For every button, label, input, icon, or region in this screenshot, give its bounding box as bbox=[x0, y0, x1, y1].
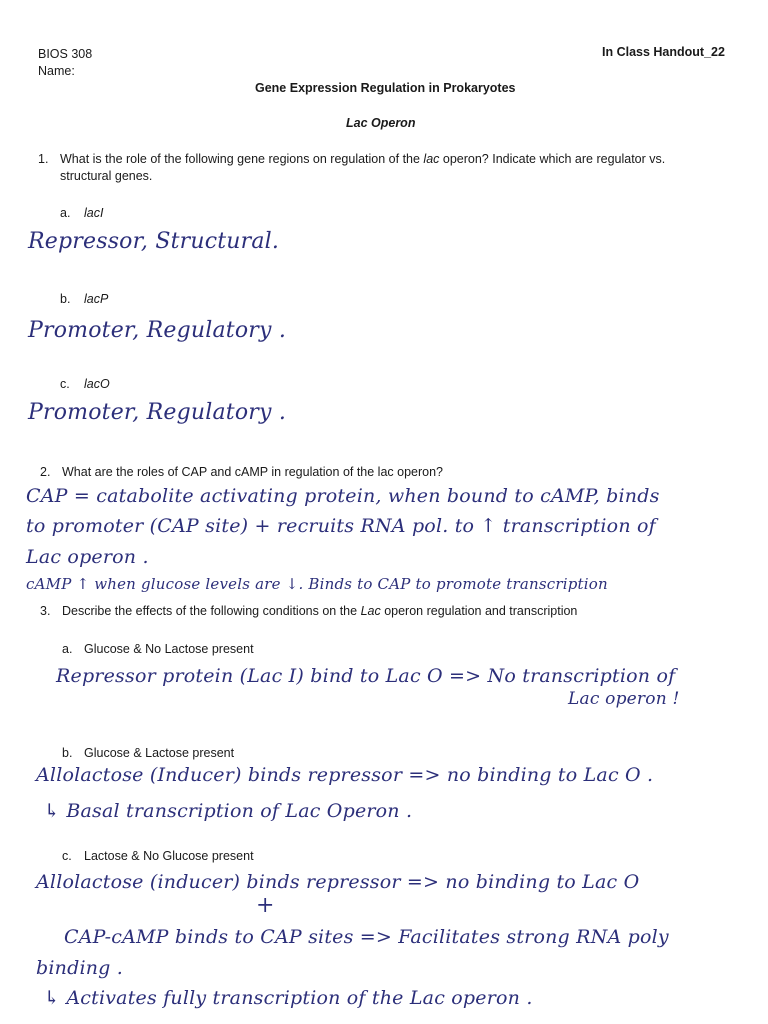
q1c-answer: Promoter, Regulatory . bbox=[28, 400, 287, 425]
q3b-answer-line2: ↳ Basal transcription of Lac Operon . bbox=[44, 800, 413, 822]
q3c-answer-line4: binding . bbox=[36, 957, 123, 979]
q3b-letter: b. bbox=[62, 746, 73, 760]
q3-text-part2: operon regulation and transcription bbox=[380, 604, 578, 618]
name-label: Name: bbox=[38, 64, 75, 78]
q3c-answer-line3: CAP-cAMP binds to CAP sites => Facilitates strong RNA poly bbox=[64, 926, 669, 948]
q3a-condition: Glucose & No Lactose present bbox=[84, 642, 254, 656]
q1c-gene: lacO bbox=[84, 377, 110, 391]
q3-text-italic: Lac bbox=[360, 604, 381, 618]
course-code: BIOS 308 bbox=[38, 47, 93, 61]
q1a-letter: a. bbox=[60, 206, 71, 220]
q2-text: What are the roles of CAP and cAMP in regulation of the lac operon? bbox=[62, 465, 444, 479]
q3c-answer-plus: + bbox=[256, 893, 275, 918]
q3-text bbox=[62, 603, 577, 619]
q3c-answer-line1: Allolactose (inducer) binds repressor => no binding to Lac O bbox=[36, 871, 640, 893]
q3c-letter: c. bbox=[62, 849, 72, 863]
q3a-letter: a. bbox=[62, 642, 73, 656]
q1a-gene: lacI bbox=[84, 206, 104, 220]
q2-answer-line4: cAMP ↑ when glucose levels are ↓. Binds to CAP to promote transcription bbox=[26, 575, 608, 593]
page-title: Gene Expression Regulation in Prokaryotes bbox=[255, 81, 516, 95]
q1-text-part2: operon? Indicate which are regulator vs. bbox=[439, 152, 666, 166]
q1a-answer: Repressor, Structural. bbox=[28, 229, 280, 254]
q1b-letter: b. bbox=[60, 292, 71, 306]
q1-text-part1: What is the role of the following gene regions on regulation of the bbox=[60, 152, 424, 166]
page-subtitle: Lac Operon bbox=[346, 116, 416, 130]
q3-text-part1: Describe the effects of the following conditions on the bbox=[62, 604, 361, 618]
q2-number: 2. bbox=[40, 465, 51, 479]
q1-text-line2: structural genes. bbox=[60, 169, 153, 183]
q2-answer-line1: CAP = catabolite activating protein, when bound to cAMP, binds bbox=[26, 485, 660, 507]
q3b-condition: Glucose & Lactose present bbox=[84, 746, 235, 760]
q1-text bbox=[60, 151, 665, 167]
q2-answer-line2: to promoter (CAP site) + recruits RNA pol. to ↑ transcription of bbox=[26, 515, 656, 537]
q1-number: 1. bbox=[38, 152, 49, 166]
q1c-letter: c. bbox=[60, 377, 70, 391]
q3a-answer-line1: Repressor protein (Lac I) bind to Lac O => No transcription of bbox=[56, 665, 676, 687]
q3b-answer-line1: Allolactose (Inducer) binds repressor => no binding to Lac O . bbox=[36, 764, 654, 786]
q2-answer-line3: Lac operon . bbox=[26, 546, 149, 568]
q3c-answer-line5: ↳ Activates fully transcription of the Lac operon . bbox=[44, 987, 533, 1009]
q1-text-italic: lac bbox=[423, 152, 440, 166]
q3a-answer-line2: Lac operon ! bbox=[568, 689, 680, 709]
q1b-answer: Promoter, Regulatory . bbox=[28, 318, 287, 343]
handout-number: In Class Handout_22 bbox=[602, 45, 725, 59]
q3c-condition: Lactose & No Glucose present bbox=[84, 849, 254, 863]
q1b-gene: lacP bbox=[84, 292, 109, 306]
q3-number: 3. bbox=[40, 604, 51, 618]
